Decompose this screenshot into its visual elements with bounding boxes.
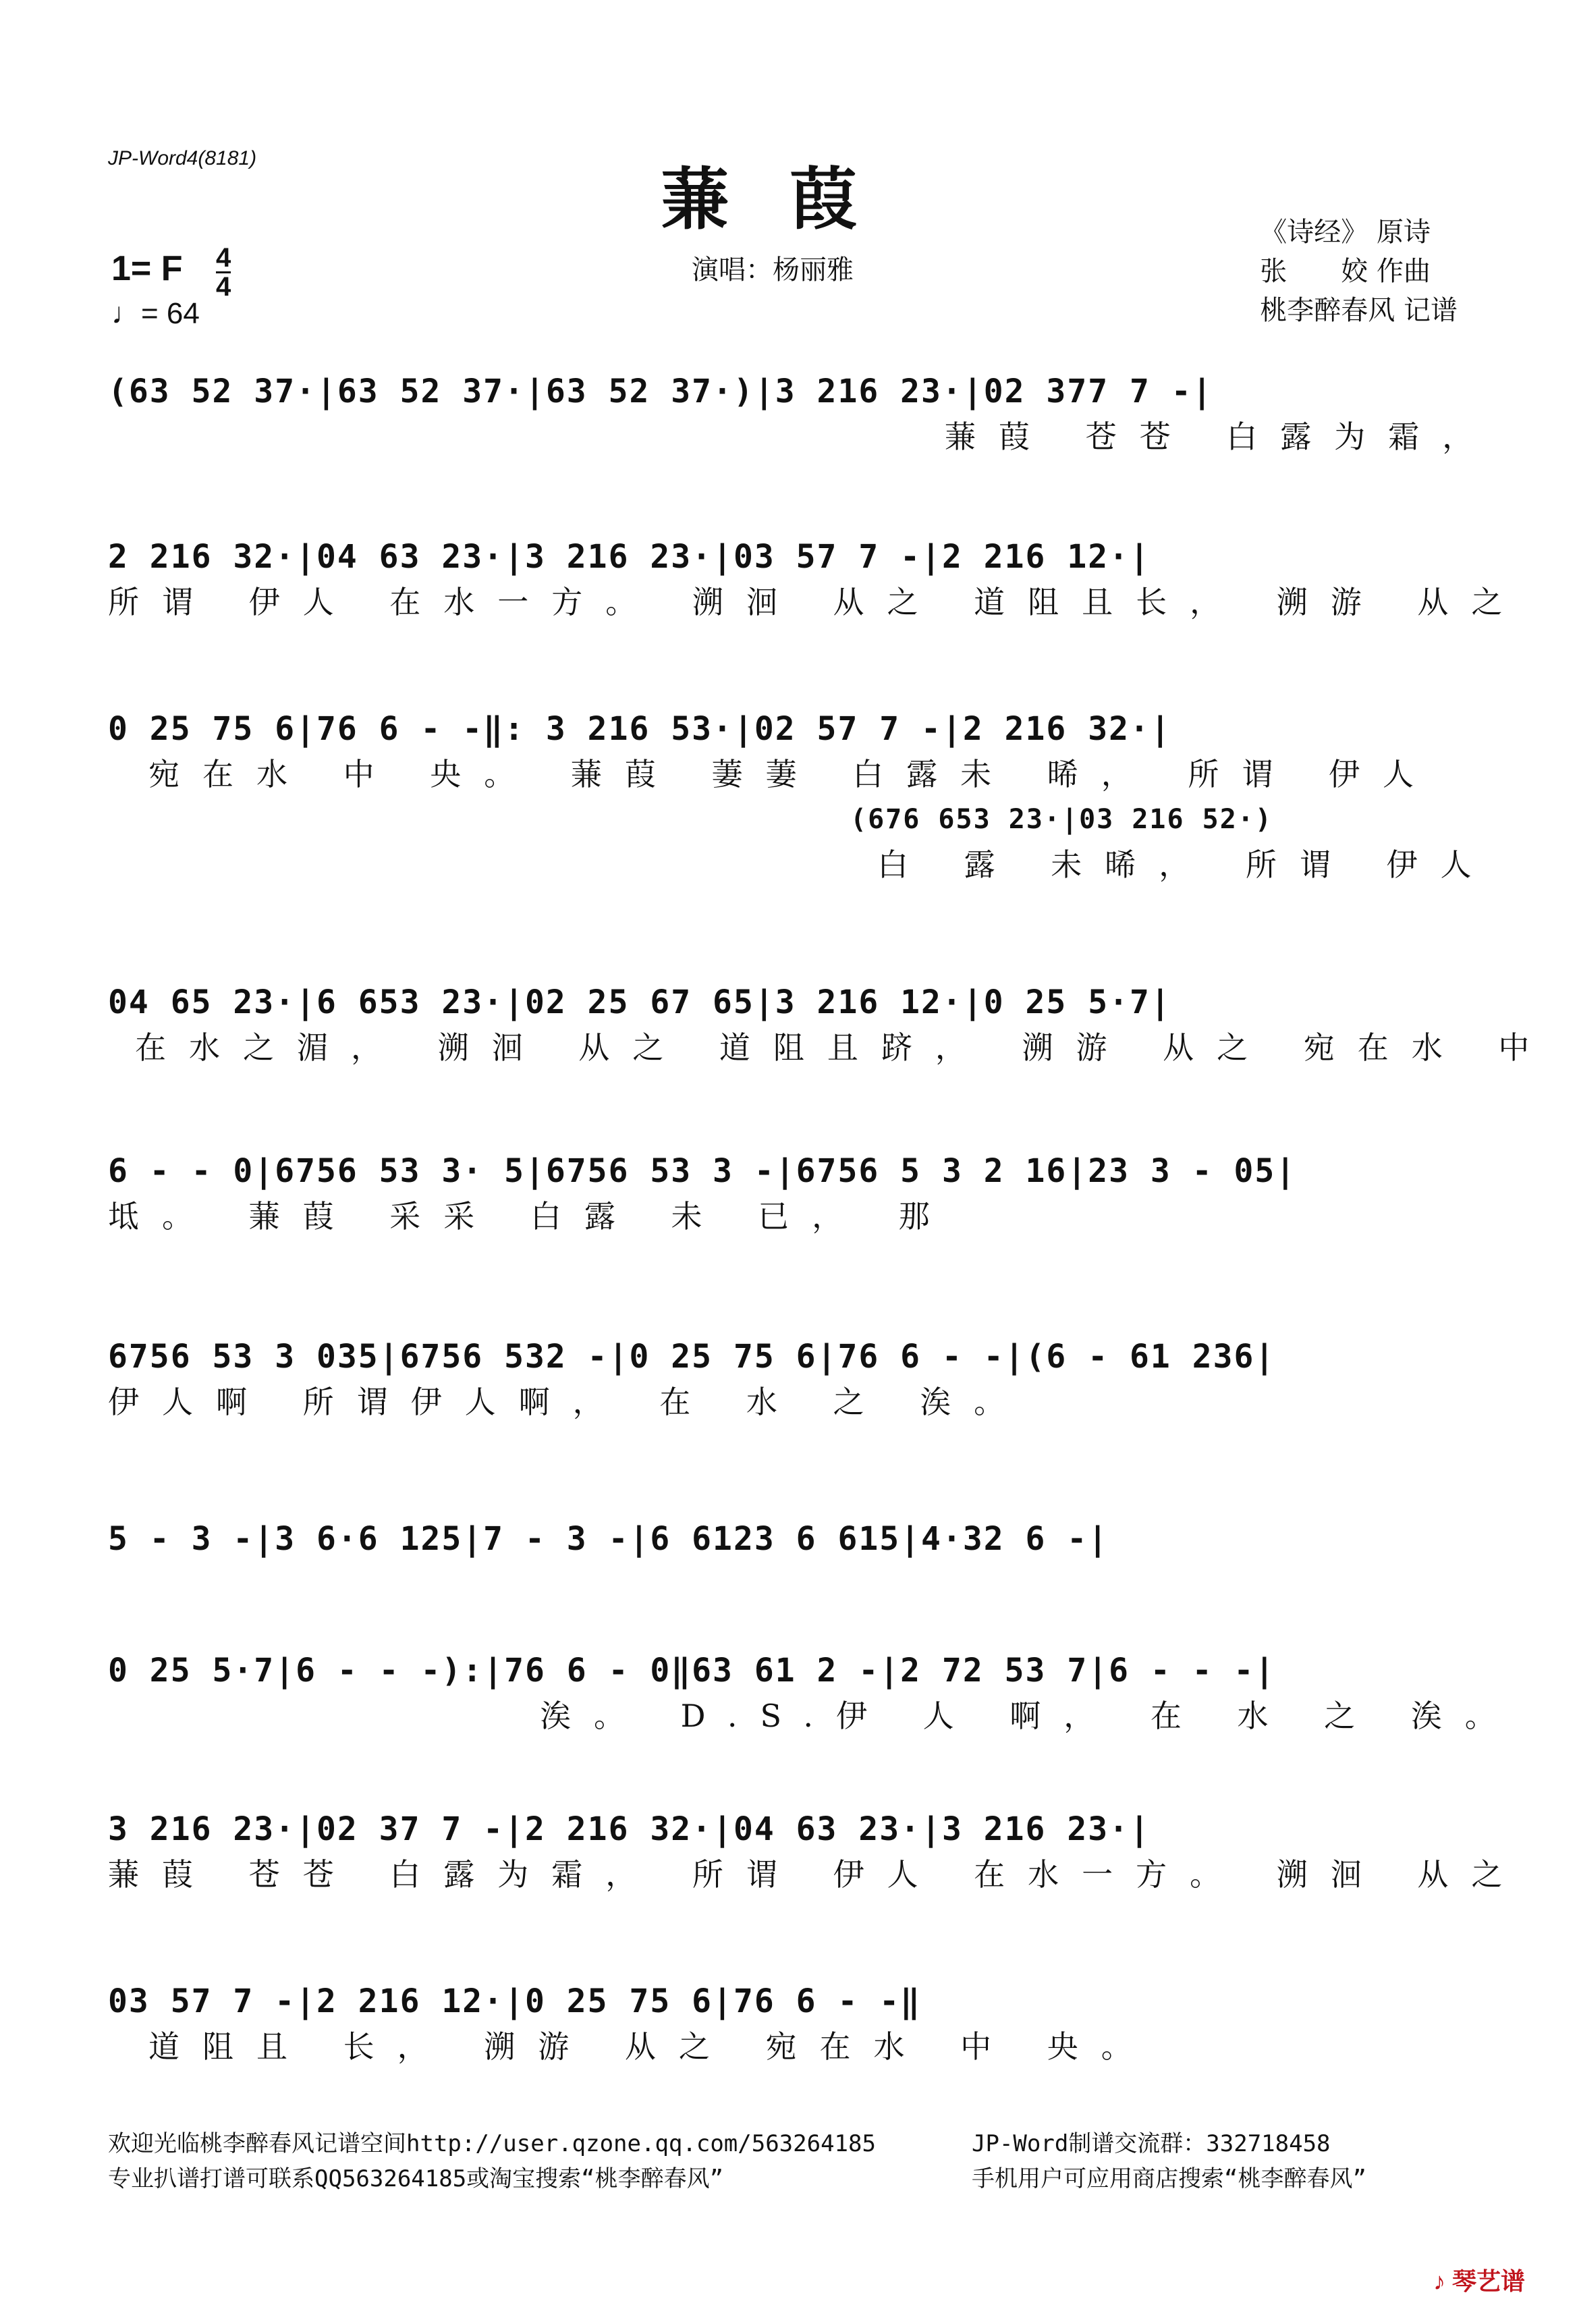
footer-contact: 专业扒谱打谱可联系QQ563264185或淘宝搜索“桃李醉春风”: [108, 2165, 724, 2192]
footer-left: [108, 2126, 876, 2196]
lyrics-line: 道阻且 长， 溯游 从之 宛在水 中 央。: [148, 2028, 1155, 2065]
watermark-logo: [1433, 2263, 1525, 2297]
footer-website: 欢迎光临桃李醉春风记谱空间http://user.qzone.qq.com/563264185: [108, 2130, 876, 2157]
tempo-marking: ♩= 64: [111, 297, 200, 330]
time-signature-bottom: 4: [216, 272, 231, 302]
lyrics-line: 所谓 伊人 在水一方。 溯洄 从之 道阻且长， 溯游 从之: [108, 584, 1526, 620]
notation-line: 6756 53 3 035|6756 532 -|0 25 75 6|76 6 - -|(6 - 61 236|: [108, 1338, 1276, 1376]
notation-line: (63 52 37·|63 52 37·|63 52 37·)|3 216 23·|02 377 7 -|: [108, 373, 1213, 410]
score-system-10: [108, 1978, 1471, 2068]
key-signature: 1= F: [111, 249, 183, 288]
notation-line-alt: (676 653 23·|03 216 52·): [850, 804, 1273, 835]
score-system-7: [108, 1515, 1471, 1563]
notation-line: 04 65 23·|6 653 23·|02 25 67 65|3 216 12·|0 25 5·7|: [108, 983, 1171, 1021]
notation-line: 3 216 23·|02 37 7 -|2 216 32·|04 63 23·|3 216 23·|: [108, 1810, 1151, 1848]
footer-group: JP-Word制谱交流群：332718458: [972, 2130, 1331, 2157]
lyrics-line: 伊人啊 所谓伊人啊， 在 水 之 涘。: [108, 1384, 1028, 1420]
notation-line: 2 216 32·|04 63 23·|3 216 23·|03 57 7 -|2 216 12·|: [108, 538, 1151, 576]
score-system-8: [108, 1647, 1519, 1737]
credit-transcriber: 桃李醉春风 记谱: [1260, 295, 1458, 326]
credits: [1260, 213, 1458, 330]
singer: 演唱：杨丽雅: [692, 254, 854, 286]
score-system-9: [108, 1806, 1526, 1896]
logo-icon: ♪: [1433, 2267, 1445, 2295]
lyrics-line: 在水之湄， 溯洄 从之 道阻且跻， 溯游 从之 宛在水 中: [135, 1029, 1553, 1066]
notation-line: 0 25 5·7|6 - - -):|76 6 - 0‖63 61 2 -|2 72 53 7|6 - - -|: [108, 1652, 1276, 1690]
score-system-4: [108, 979, 1553, 1069]
time-signature-top: 4: [216, 243, 231, 273]
notation-line: 0 25 75 6|76 6 - -‖: 3 216 53·|02 57 7 -|2 216 32·|: [108, 710, 1171, 748]
song-title: 蒹葭: [661, 159, 918, 239]
footer-right: [972, 2126, 1366, 2196]
lyrics-line: 涘。 D.S.伊 人 啊， 在 水 之 涘。: [540, 1698, 1519, 1734]
credit-composer: 张 姣 作曲: [1260, 256, 1431, 287]
lyrics-line-alt: 白 露 未晞， 所谓 伊人: [877, 846, 1495, 883]
score-system-6: [108, 1333, 1471, 1424]
lyrics-line: 宛在水 中 央。 蒹葭 萋萋 白露未 晞， 所谓 伊人: [148, 756, 1437, 792]
score-system-1: [108, 368, 1497, 458]
time-signature: [216, 244, 231, 300]
score-system-3: [108, 705, 1495, 886]
score-system-5: [108, 1147, 1471, 1238]
footer-app: 手机用户可应用商店搜索“桃李醉春风”: [972, 2165, 1366, 2192]
logo-text: 琴艺谱: [1451, 2267, 1525, 2295]
notation-line: 5 - 3 -|3 6·6 125|7 - 3 -|6 6123 6 615|4·32 6 -|: [108, 1520, 1109, 1558]
lyrics-line: 蒹葭 苍苍 白露为霜， 所谓 伊人 在水一方。 溯洄 从之: [108, 1856, 1526, 1893]
notation-line: 03 57 7 -|2 216 12·|0 25 75 6|76 6 - -‖: [108, 1982, 922, 2020]
notation-line: 6 - - 0|6756 53 3· 5|6756 53 3 -|6756 5 3 2 16|23 3 - 05|: [108, 1152, 1297, 1190]
credit-lyricist: 《诗经》 原诗: [1260, 217, 1431, 248]
software-label: JP-Word4(8181): [108, 147, 257, 169]
score-system-2: [108, 533, 1526, 624]
lyrics-line: 蒹葭 苍苍 白露为霜，: [945, 418, 1497, 455]
lyrics-line: 坻。 蒹葭 采采 白露 未 已， 那: [108, 1198, 953, 1235]
